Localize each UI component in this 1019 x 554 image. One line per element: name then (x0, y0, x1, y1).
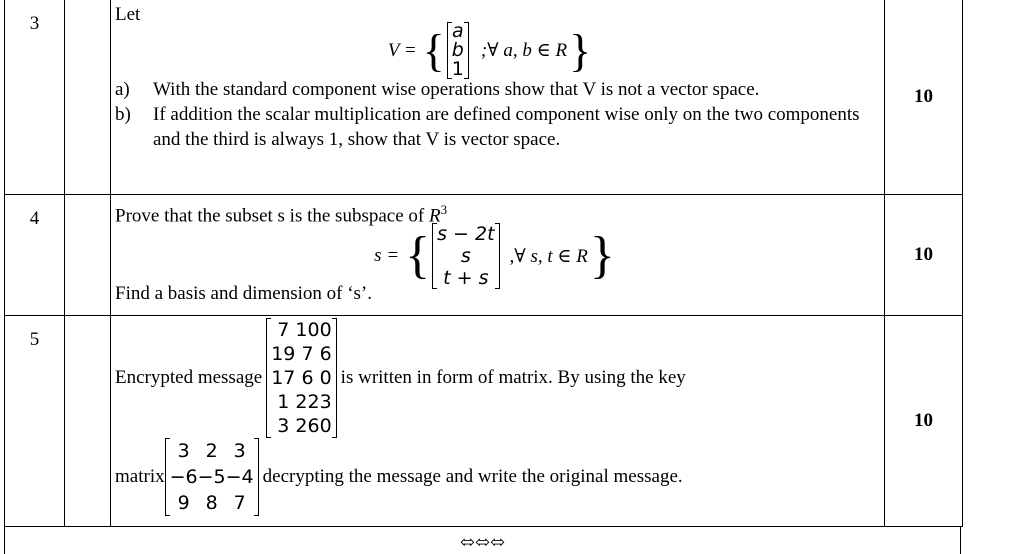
matrix-cell: 1 (277, 391, 290, 413)
matrix-cell: 0 (319, 367, 332, 389)
page-footer (4, 526, 961, 554)
question-intro: Prove that the subset s is the subspace of (115, 205, 425, 227)
matrix-cell: 7 (301, 343, 314, 365)
matrix-cell: 22 (295, 391, 320, 413)
matrix-row (170, 464, 254, 490)
part-label: b) (115, 104, 131, 125)
matrix-cell: −6 (169, 466, 198, 488)
key-matrix (165, 438, 259, 516)
matrix-row (271, 390, 331, 414)
matrix-cell: 26 (295, 415, 320, 437)
part-text: With the standard component wise operations show that V is not a vector space. (153, 79, 760, 100)
question-row (5, 316, 963, 527)
matrix-row (170, 490, 254, 516)
set-lhs: V = (387, 39, 417, 61)
question-intro: Let (115, 4, 141, 25)
set-definition (105, 223, 884, 289)
question-body (111, 195, 885, 316)
message-matrix (266, 318, 336, 438)
question-marks: 10 (885, 316, 963, 527)
matrix-cell: 2 (205, 440, 218, 462)
matrix-cell: 9 (177, 492, 190, 514)
column-vector (432, 223, 499, 289)
question-closing: Find a basis and dimension of ‘s’. (115, 283, 373, 305)
matrix-cell: 7 (277, 319, 290, 341)
footer-arrows-icon: ⬄⬄⬄ (459, 532, 506, 552)
matrix-cell: 6 (301, 367, 314, 389)
question-parts (115, 77, 884, 152)
matrix-cell: 3 (177, 440, 190, 462)
vector-entry: s (460, 245, 471, 268)
vector-entries (452, 22, 464, 79)
question-row (5, 195, 963, 316)
matrix-rows (271, 318, 331, 438)
vector-entries (437, 223, 494, 289)
vector-entry: 1 (451, 58, 464, 80)
vector-entry: b (451, 39, 464, 61)
question-part (115, 77, 884, 102)
matrix-rows (170, 438, 254, 516)
set-definition (95, 22, 884, 79)
matrix-cell: 8 (205, 492, 218, 514)
matrix-cell: 3 (319, 391, 332, 413)
question-marks: 10 (885, 195, 963, 316)
matrix-row (271, 366, 331, 390)
message-line (115, 318, 884, 438)
question-row (5, 0, 963, 195)
matrix-cell: 17 (271, 367, 296, 389)
matrix-row (271, 318, 331, 342)
matrix-cell: 6 (319, 343, 332, 365)
part-text: If addition the scalar multiplication are defined component wise only on the two components and the third is always 1, show that V is vector space. (153, 104, 860, 150)
matrix-row (170, 438, 254, 464)
question-part (115, 102, 884, 152)
question-body (111, 316, 885, 527)
question-number: 4 (5, 195, 65, 316)
set-lhs: s = (374, 245, 400, 267)
message-suffix: is written in form of matrix. By using the key (340, 367, 686, 388)
matrix-cell: −4 (225, 466, 254, 488)
right-brace-icon: } (589, 227, 615, 285)
question-table (4, 0, 963, 527)
blank-cell (65, 195, 111, 316)
matrix-cell: 0 (319, 415, 332, 437)
right-brace-icon: } (569, 24, 592, 76)
matrix-cell: 3 (277, 415, 290, 437)
matrix-cell: 7 (233, 492, 246, 514)
matrix-row (271, 342, 331, 366)
question-marks: 10 (885, 0, 963, 195)
left-brace-icon: { (422, 24, 445, 76)
question-number: 3 (5, 0, 65, 195)
key-prefix: matrix (115, 466, 165, 487)
matrix-row (271, 414, 331, 438)
matrix-cell: 10 (295, 319, 320, 341)
key-suffix: decrypting the message and write the original message. (262, 466, 683, 487)
key-line (115, 438, 884, 516)
matrix-cell: −5 (197, 466, 226, 488)
matrix-cell: 0 (319, 319, 332, 341)
left-brace-icon: { (405, 227, 431, 285)
vector-entry: t + s (443, 267, 489, 290)
vector-entry: a (451, 20, 464, 42)
space-exponent: 3 (440, 202, 448, 217)
space-symbol: R (428, 205, 441, 227)
part-label: a) (115, 79, 130, 100)
vector-entry: s − 2t (437, 223, 495, 246)
message-prefix: Encrypted message (115, 367, 263, 388)
column-vector (447, 22, 469, 79)
matrix-cell: 19 (271, 343, 296, 365)
question-body (111, 0, 885, 195)
set-condition: ,∀ s, t ∈ R (509, 245, 588, 267)
blank-cell (65, 316, 111, 527)
set-condition: ;∀ a, b ∈ R (480, 40, 568, 61)
question-number: 5 (5, 316, 65, 527)
matrix-cell: 3 (233, 440, 246, 462)
